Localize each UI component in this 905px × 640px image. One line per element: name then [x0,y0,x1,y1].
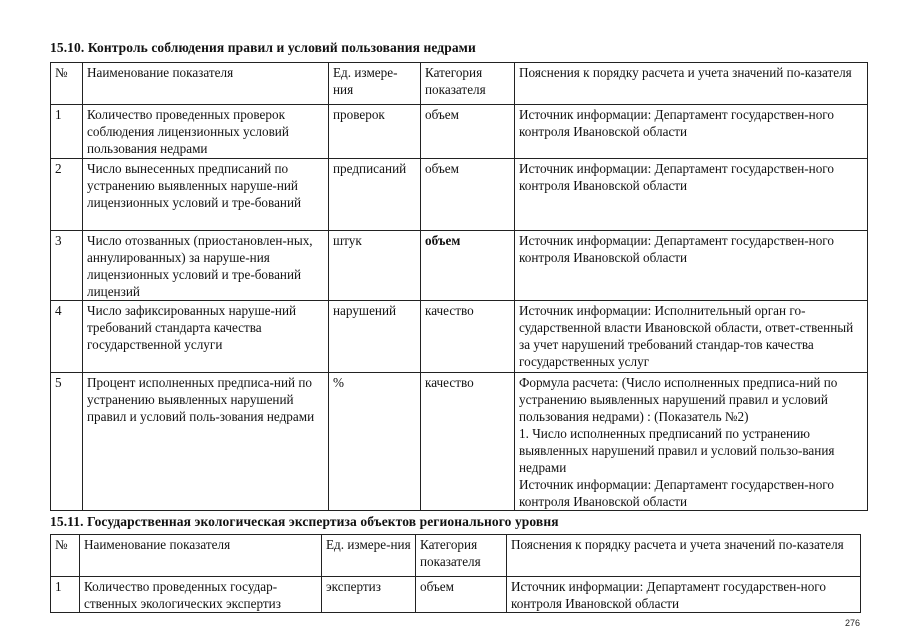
header-category: Категория показателя [416,535,507,577]
row-category: качество [421,301,515,373]
table-row [51,159,868,231]
section-title-15-10: 15.10. Контроль соблюдения правил и условий пользования недрами [50,40,476,55]
row-name: Число отозванных (приостановлен-ных, аннулированных) за наруше-ния лицензионных условий и тре-бований лицензий [83,231,329,301]
row-category: качество [421,373,515,511]
row-unit: экспертиз [322,577,416,613]
header-num: № [51,535,80,577]
row-notes: Источник информации: Департамент государствен-ного контроля Ивановской области [507,577,861,613]
table-15-10 [50,62,868,511]
row-notes: Источник информации: Департамент государствен-ного контроля Ивановской области [515,159,868,231]
row-name: Число вынесенных предписаний по устранению выявленных наруше-ний лицензионных условий и тре-бований [83,159,329,231]
row-num: 1 [51,105,83,159]
row-notes: Источник информации: Исполнительный орган го-сударственной власти Ивановской области, ответ-ственный за учет нарушений требований стандар-тов качества государственных услуг [515,301,868,373]
row-name: Количество проведенных государ-ственных экологических экспертиз [80,577,322,613]
header-num: № [51,63,83,105]
table-15-11 [50,534,861,613]
row-num: 2 [51,159,83,231]
header-name: Наименование показателя [80,535,322,577]
row-unit: предписаний [329,159,421,231]
header-unit: Ед. измере-ния [329,63,421,105]
table-header-row [51,535,861,577]
row-category: объем [421,159,515,231]
row-num: 3 [51,231,83,301]
row-unit: проверок [329,105,421,159]
row-num: 1 [51,577,80,613]
table-row [51,105,868,159]
row-notes: Источник информации: Департамент государствен-ного контроля Ивановской области [515,105,868,159]
row-num: 4 [51,301,83,373]
header-unit: Ед. измере-ния [322,535,416,577]
page-number: 276 [845,618,861,628]
table-row [51,231,868,301]
row-category: объем [421,105,515,159]
header-notes: Пояснения к порядку расчета и учета значений по-казателя [515,63,868,105]
row-notes: Источник информации: Департамент государствен-ного контроля Ивановской области [515,231,868,301]
row-unit: нарушений [329,301,421,373]
header-notes: Пояснения к порядку расчета и учета значений по-казателя [507,535,861,577]
header-category: Категория показателя [421,63,515,105]
row-name: Процент исполненных предписа-ний по устранению выявленных нарушений правил и условий поль-зования недрами [83,373,329,511]
table-row [51,373,868,511]
table-row [51,577,861,613]
row-name: Количество проведенных проверок соблюдения лицензионных условий пользования недрами [83,105,329,159]
table-header-row [51,63,868,105]
section-title-15-11: 15.11. Государственная экологическая экспертиза объектов регионального уровня [50,514,559,529]
row-num: 5 [51,373,83,511]
row-notes: Формула расчета: (Число исполненных предписа-ний по устранению выявленных нарушений правил и условий пользования недрами) : (Показатель №2) 1. Число исполненных предписаний по устранению выявленных нарушений правил и условий пользо-вания недрами Источник информации: Департамент государствен-ного контроля Ивановской области [515,373,868,511]
row-category: объем [416,577,507,613]
header-name: Наименование показателя [83,63,329,105]
row-category: объем [421,231,515,301]
row-unit: % [329,373,421,511]
table-row [51,301,868,373]
row-name: Число зафиксированных наруше-ний требований стандарта качества государственной услуги [83,301,329,373]
row-unit: штук [329,231,421,301]
